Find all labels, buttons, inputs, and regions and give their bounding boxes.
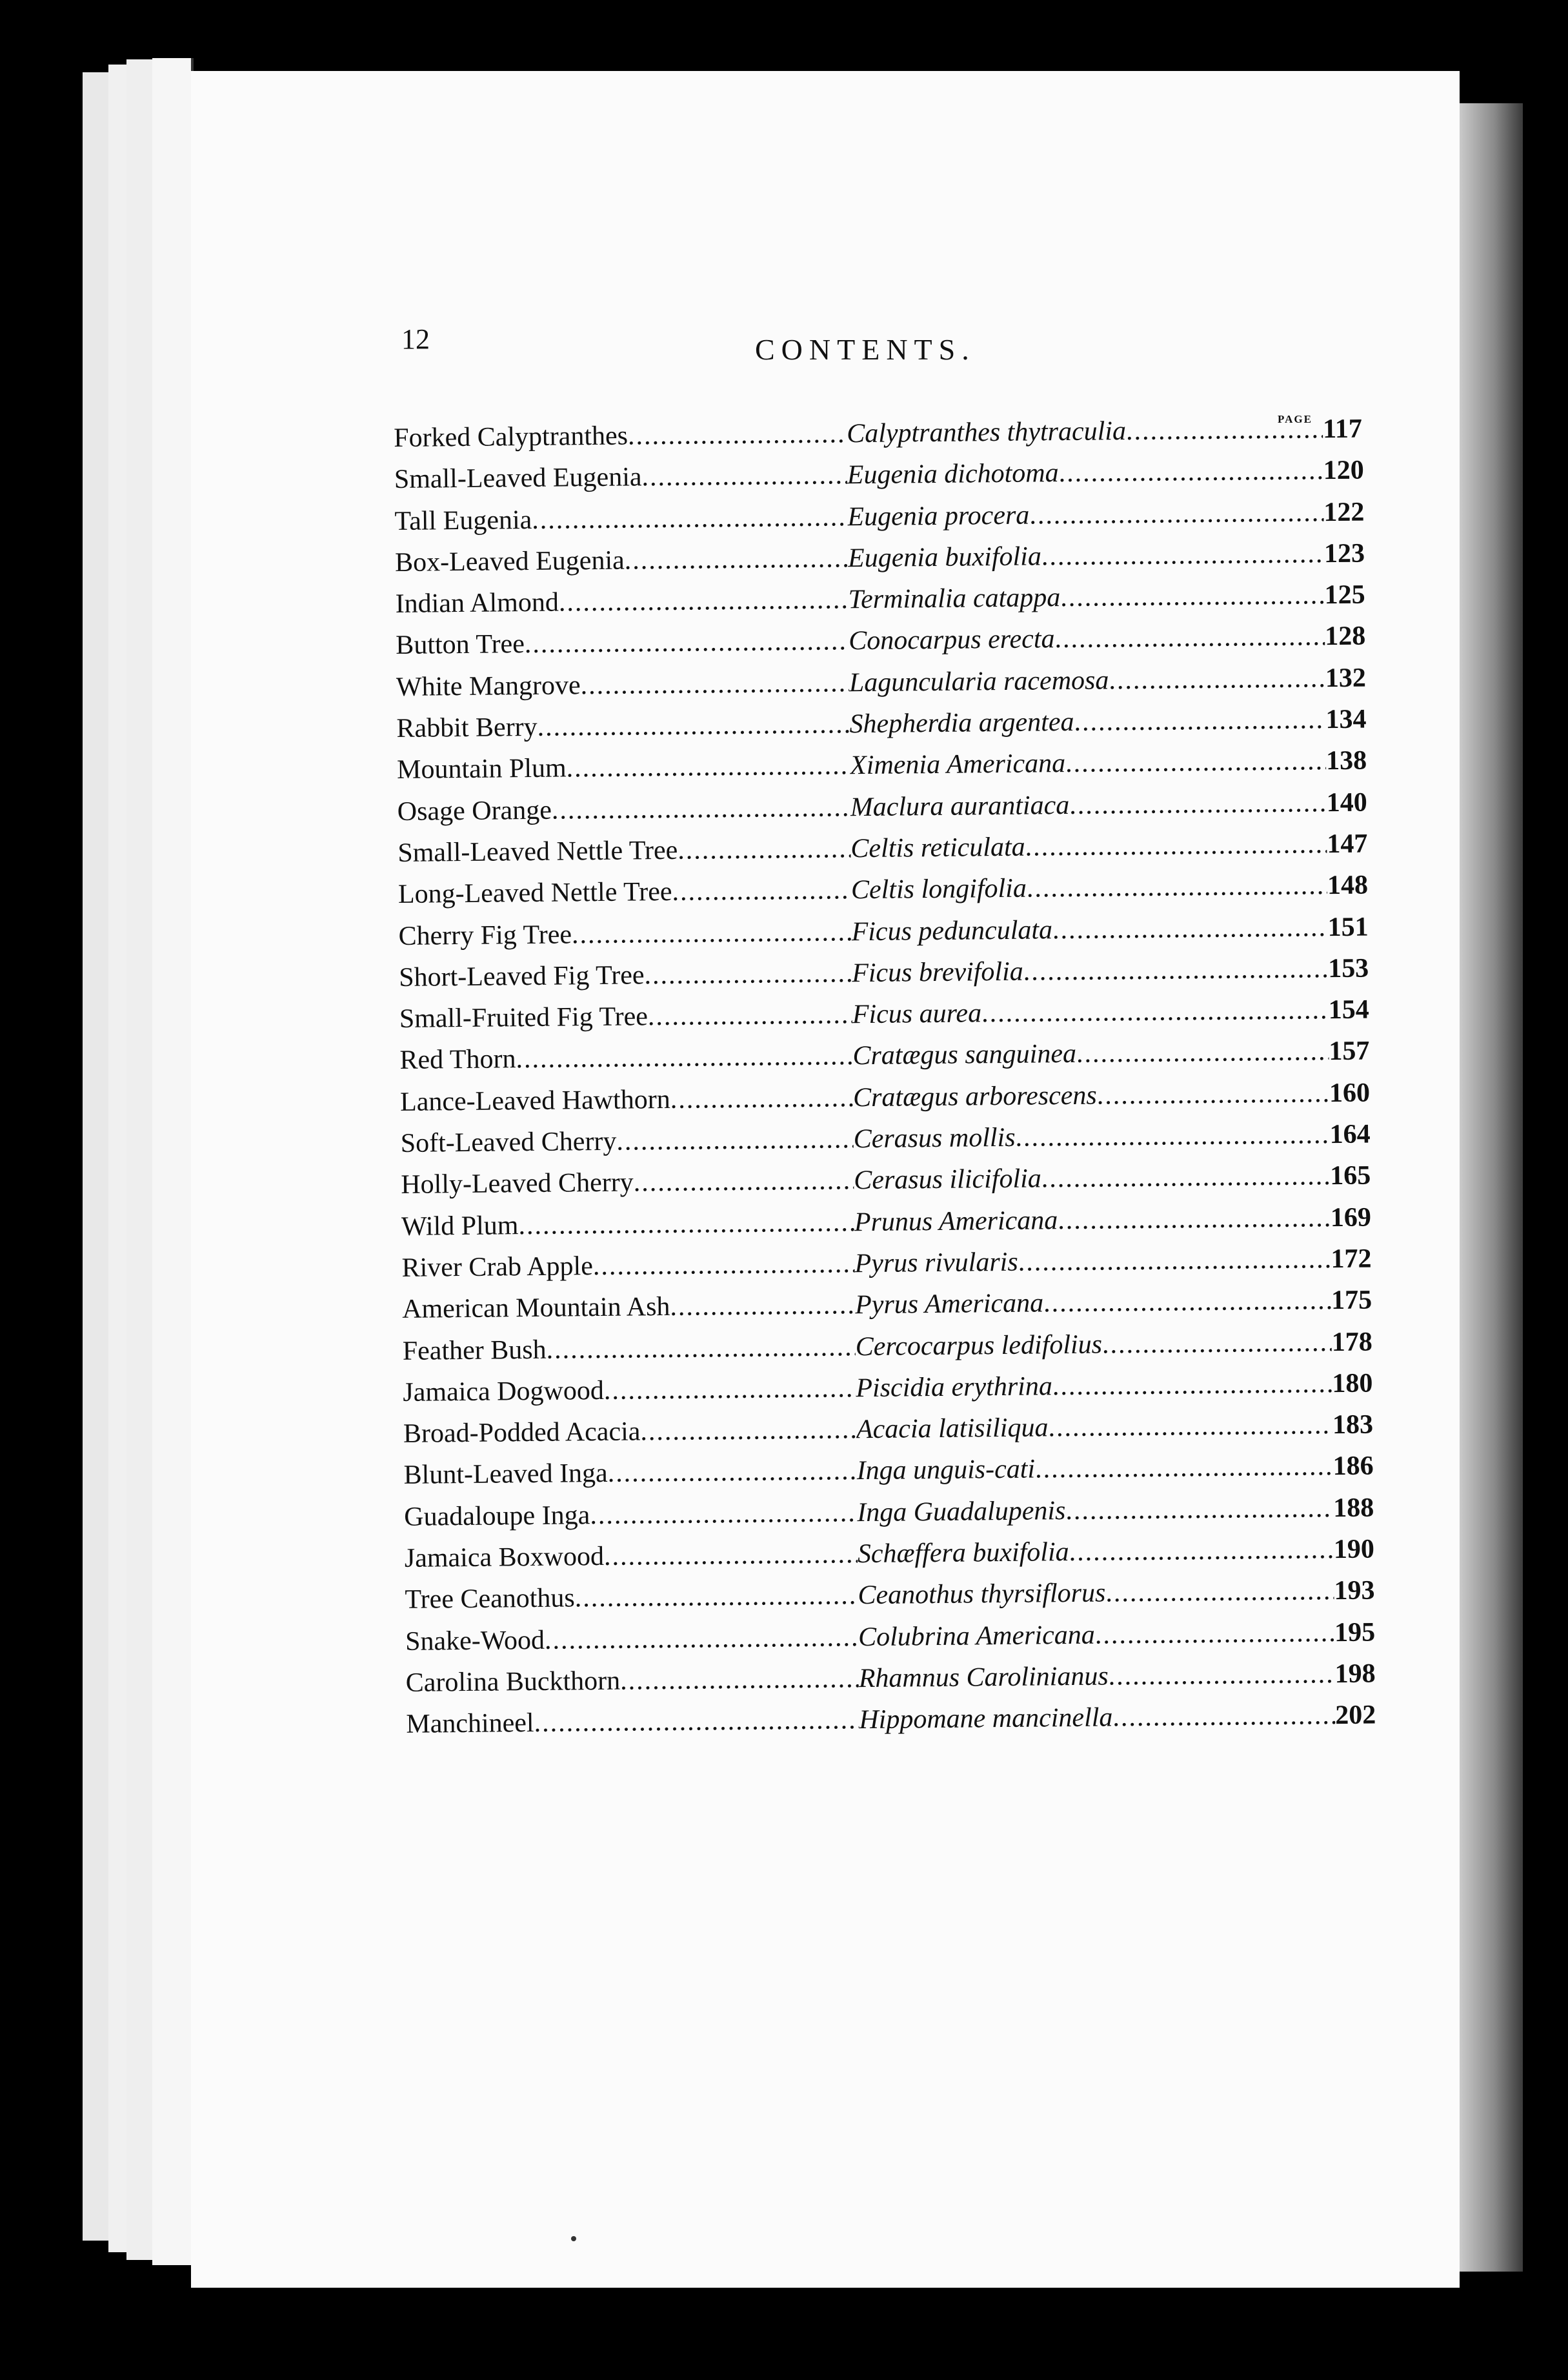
entry-common-column (401, 1207, 854, 1242)
entry-latin-name: Ficus brevifolia (852, 956, 1023, 989)
entry-common-column (403, 1456, 856, 1491)
entry-latin-column (858, 1659, 1334, 1694)
entry-common-name: Small-Leaved Nettle Tree (397, 835, 678, 868)
entry-common-column (399, 999, 852, 1034)
dot-leader (1023, 953, 1329, 987)
entry-latin-name: Calyptranthes thytraculia (846, 416, 1127, 449)
page-edge (83, 72, 110, 2241)
entry-latin-column (854, 1202, 1331, 1238)
entry-latin-name: Acacia latisiliqua (856, 1413, 1049, 1445)
entry-common-name: Small-Fruited Fig Tree (399, 1002, 648, 1034)
speck (571, 2236, 576, 2241)
entry-common-column (394, 501, 847, 537)
entry-latin-name: Colubrina Americana (858, 1620, 1096, 1652)
dot-leader (981, 994, 1329, 1029)
contents-entry (406, 1700, 1376, 1750)
dot-leader (518, 1207, 854, 1241)
entry-common-column (395, 584, 848, 620)
entry-latin-name: Celtis reticulata (850, 832, 1025, 864)
dot-leader (1096, 1078, 1329, 1111)
entry-latin-name: Laguncularia racemosa (849, 665, 1109, 698)
dot-leader (672, 874, 851, 907)
dot-leader (604, 1373, 856, 1406)
dot-leader (1018, 1244, 1331, 1278)
dot-leader (678, 833, 851, 866)
entry-page-number: 147 (1327, 829, 1368, 860)
entry-latin-column (848, 580, 1324, 615)
entry-page-number: 169 (1330, 1202, 1372, 1233)
entry-latin-name: Shepherdia argentea (849, 707, 1074, 740)
dot-leader (1076, 1036, 1329, 1070)
entry-common-name: Cherry Fig Tree (398, 919, 572, 951)
dot-leader (628, 418, 847, 451)
entry-latin-name: Ficus pedunculata (851, 914, 1053, 947)
entry-page-number: 148 (1327, 870, 1369, 901)
entry-page-number: 157 (1329, 1036, 1370, 1067)
dot-leader (640, 1414, 856, 1447)
entry-common-name: Broad-Podded Acacia (403, 1417, 641, 1449)
entry-latin-name: Celtis longifolia (850, 873, 1027, 905)
entry-common-column (396, 709, 849, 744)
entry-latin-name: Eugenia procera (847, 500, 1030, 532)
dot-leader (572, 916, 852, 950)
entry-latin-name: Schæffera buxifolia (857, 1537, 1069, 1569)
dot-leader (607, 1456, 856, 1489)
entry-common-name: Tall Eugenia (394, 505, 532, 536)
entry-page-number: 160 (1329, 1078, 1371, 1108)
entry-latin-column (859, 1700, 1335, 1735)
entry-page-number: 198 (1334, 1659, 1376, 1689)
dot-leader (670, 1289, 855, 1322)
entry-latin-column (858, 1617, 1334, 1653)
dot-leader (537, 709, 849, 743)
entry-common-column (403, 1373, 856, 1408)
entry-page-number: 165 (1330, 1160, 1371, 1191)
entry-latin-column (849, 663, 1325, 698)
entry-page-number: 195 (1334, 1617, 1376, 1648)
dot-leader (575, 1580, 858, 1613)
entry-common-name: Carolina Buckthorn (405, 1666, 621, 1698)
entry-latin-column (857, 1493, 1333, 1528)
entry-common-column (396, 667, 849, 703)
dot-leader (1074, 704, 1325, 738)
entry-common-name: Tree Ceanothus (405, 1583, 575, 1615)
entry-page-number: 172 (1331, 1244, 1372, 1275)
entry-latin-name: Maclura aurantiaca (850, 790, 1070, 822)
entry-common-column (401, 1165, 854, 1201)
dot-leader (1105, 1575, 1334, 1608)
entry-latin-column (856, 1409, 1332, 1445)
page-edge (108, 65, 128, 2252)
entry-latin-column (848, 538, 1324, 574)
entry-latin-column (852, 953, 1328, 989)
dot-leader (1025, 829, 1327, 862)
entry-latin-name: Pyrus Americana (854, 1288, 1044, 1320)
entry-latin-name: Conocarpus erecta (849, 624, 1055, 656)
entry-latin-name: Ximenia Americana (849, 749, 1066, 781)
dot-leader (1052, 912, 1328, 945)
entry-latin-name: Prunus Americana (854, 1205, 1058, 1237)
contents-list (394, 414, 1376, 1750)
page-title: CONTENTS. (755, 333, 976, 366)
entry-common-name: Long-Leaved Nettle Tree (397, 877, 672, 910)
entry-latin-column (851, 912, 1327, 947)
entry-latin-column (858, 1575, 1334, 1611)
entry-common-column (406, 1704, 859, 1740)
dot-leader (1035, 1451, 1333, 1485)
dot-leader (516, 1041, 852, 1075)
entry-common-column (403, 1331, 856, 1367)
entry-common-name: Indian Almond (395, 587, 559, 620)
dot-leader (532, 501, 848, 536)
entry-page-number: 183 (1332, 1409, 1374, 1440)
dot-leader (1058, 1202, 1331, 1236)
entry-page-number: 120 (1323, 455, 1364, 486)
entry-page-number: 186 (1332, 1451, 1374, 1482)
entry-common-name: Short-Leaved Fig Tree (399, 960, 645, 993)
entry-page-number: 175 (1331, 1285, 1372, 1316)
entry-latin-column (854, 1160, 1330, 1196)
entry-page-number: 134 (1325, 704, 1367, 735)
entry-latin-column (849, 621, 1325, 657)
entry-latin-column (858, 1534, 1334, 1569)
entry-common-column (400, 1124, 853, 1159)
page-number: 12 (401, 323, 430, 355)
entry-latin-column (850, 746, 1326, 782)
entry-common-column (405, 1580, 858, 1615)
entry-latin-column (852, 1036, 1329, 1072)
entry-page-number: 123 (1323, 538, 1365, 569)
entry-latin-name: Hippomane mancinella (859, 1702, 1113, 1735)
entry-common-name: Jamaica Boxwood (404, 1541, 605, 1573)
dot-leader (552, 792, 850, 825)
entry-page-number: 132 (1325, 663, 1367, 693)
dot-leader (641, 460, 847, 493)
entry-latin-column (847, 455, 1323, 490)
entry-latin-column (850, 829, 1327, 864)
entry-common-name: Forked Calyptranthes (394, 421, 628, 453)
entry-latin-name: Ficus aurea (852, 998, 982, 1030)
page-column-label: PAGE (1278, 413, 1312, 425)
entry-page-number: 193 (1334, 1575, 1375, 1606)
entry-latin-column (852, 994, 1329, 1030)
entry-latin-name: Cratægus sanguinea (852, 1039, 1077, 1071)
entry-latin-column (856, 1327, 1332, 1362)
entry-common-column (396, 626, 849, 661)
entry-latin-column (850, 787, 1327, 823)
entry-common-name: Lance-Leaved Hawthorn (399, 1084, 670, 1117)
dot-leader (1054, 621, 1325, 655)
entry-latin-name: Cratægus arborescens (852, 1080, 1097, 1113)
dot-leader (625, 543, 849, 576)
dot-leader (633, 1165, 854, 1198)
entry-common-column (398, 874, 851, 910)
entry-common-column (397, 751, 850, 786)
entry-common-name: Snake-Wood (405, 1625, 545, 1657)
entry-common-column (406, 1663, 859, 1699)
entry-page-number: 188 (1332, 1493, 1374, 1523)
entry-common-name: Guadaloupe Inga (404, 1500, 590, 1532)
dot-leader (1065, 746, 1326, 780)
entry-latin-column (851, 870, 1327, 905)
dot-leader (593, 1248, 855, 1282)
entry-common-name: Red Thorn (399, 1044, 516, 1076)
entry-latin-column (847, 497, 1323, 532)
entry-latin-column (856, 1368, 1332, 1404)
entry-page-number: 164 (1329, 1119, 1371, 1150)
dot-leader (559, 584, 849, 618)
dot-leader (1112, 1700, 1335, 1733)
page-edge (126, 59, 154, 2260)
dot-leader (1060, 580, 1325, 613)
entry-common-column (398, 916, 851, 952)
entry-common-column (399, 1041, 852, 1076)
entry-latin-name: Rhamnus Carolinianus (858, 1661, 1109, 1694)
entry-page-number: 140 (1326, 787, 1367, 818)
dot-leader (1102, 1327, 1332, 1360)
entry-common-name: Small-Leaved Eugenia (394, 462, 642, 495)
dot-leader (545, 1622, 859, 1656)
entry-common-name: River Crab Apple (401, 1251, 594, 1283)
entry-common-name: Mountain Plum (396, 753, 567, 785)
entry-page-number: 180 (1332, 1368, 1373, 1398)
dot-leader (1048, 1409, 1332, 1443)
entry-page-number: 128 (1325, 621, 1366, 652)
dot-leader (546, 1331, 856, 1366)
entry-latin-name: Piscidia erythrina (856, 1371, 1053, 1404)
dot-leader (534, 1704, 859, 1739)
entry-common-column (395, 543, 848, 578)
dot-leader (1041, 538, 1325, 572)
dot-leader (1069, 787, 1327, 821)
entry-common-column (402, 1289, 855, 1325)
dot-leader (1065, 1493, 1333, 1526)
entry-page-number: 190 (1333, 1534, 1375, 1565)
dot-leader (566, 751, 850, 784)
entry-common-column (400, 1082, 853, 1118)
entry-latin-name: Inga Guadalupenis (857, 1495, 1066, 1528)
dot-leader (1043, 1285, 1331, 1318)
binding-shadow (1452, 103, 1523, 2272)
entry-page-number: 117 (1322, 414, 1363, 445)
dot-leader (1027, 870, 1328, 903)
entry-latin-column (853, 1119, 1329, 1155)
entry-common-column (405, 1622, 858, 1657)
entry-common-name: Soft-Leaved Cherry (400, 1126, 617, 1158)
entry-page-number: 151 (1327, 912, 1369, 942)
entry-latin-name: Eugenia buxifolia (847, 541, 1042, 574)
dot-leader (1041, 1160, 1331, 1194)
entry-common-column (397, 792, 850, 827)
entry-latin-column (847, 414, 1323, 449)
entry-common-name: Wild Plum (401, 1210, 519, 1242)
entry-common-name: Blunt-Leaved Inga (403, 1458, 608, 1491)
entry-page-number: 154 (1328, 994, 1370, 1025)
entry-common-name: White Mangrove (396, 671, 581, 702)
dot-leader (1015, 1119, 1330, 1153)
entry-latin-name: Terminalia catappa (848, 583, 1061, 615)
entry-common-name: Feather Bush (402, 1335, 547, 1366)
entry-common-column (397, 833, 850, 869)
entry-common-name: Manchineel (406, 1708, 534, 1740)
entry-latin-name: Cerasus ilicifolia (854, 1164, 1042, 1196)
dot-leader (620, 1663, 859, 1697)
entry-common-column (399, 958, 852, 993)
entry-latin-column (855, 1285, 1331, 1320)
dot-leader (580, 667, 849, 701)
entry-latin-column (854, 1244, 1331, 1279)
entry-page-number: 122 (1323, 497, 1365, 527)
entry-latin-column (849, 704, 1325, 740)
entry-common-column (394, 418, 847, 454)
entry-latin-name: Eugenia dichotoma (847, 458, 1059, 490)
dot-leader (670, 1082, 853, 1115)
dot-leader (1069, 1534, 1334, 1568)
entry-latin-name: Inga unguis-cati (856, 1454, 1036, 1486)
entry-page-number: 138 (1325, 745, 1367, 776)
entry-common-column (404, 1497, 857, 1533)
entry-common-column (403, 1414, 856, 1449)
entry-common-name: Jamaica Dogwood (403, 1375, 605, 1407)
entry-latin-name: Pyrus rivularis (854, 1247, 1018, 1279)
dot-leader (1108, 1659, 1334, 1691)
entry-page-number: 153 (1327, 953, 1369, 983)
dot-leader (616, 1124, 854, 1157)
dot-leader (604, 1538, 858, 1572)
entry-common-name: Rabbit Berry (396, 712, 538, 744)
page-edge (152, 58, 194, 2265)
dot-leader (1126, 414, 1323, 447)
dot-leader (1029, 497, 1324, 530)
dot-leader (1052, 1368, 1332, 1402)
entry-common-name: Holly-Leaved Cherry (401, 1167, 634, 1200)
dot-leader (590, 1497, 857, 1531)
entry-common-name: Button Tree (396, 629, 525, 661)
entry-latin-column (856, 1451, 1332, 1487)
entry-common-column (394, 460, 847, 496)
entry-latin-name: Cercocarpus ledifolius (855, 1329, 1103, 1362)
entry-common-column (401, 1248, 854, 1284)
dot-leader (1095, 1617, 1335, 1651)
entry-latin-column (853, 1078, 1329, 1113)
entry-common-column (405, 1538, 858, 1574)
entry-common-name: Box-Leaved Eugenia (394, 545, 625, 578)
entry-page-number: 202 (1335, 1700, 1376, 1731)
entry-page-number: 125 (1324, 580, 1365, 610)
entry-latin-name: Cerasus mollis (853, 1122, 1016, 1155)
dot-leader (644, 958, 852, 991)
dot-leader (1109, 663, 1325, 696)
entry-common-name: Osage Orange (397, 795, 552, 827)
entry-latin-name: Ceanothus thyrsiflorus (858, 1578, 1106, 1611)
dot-leader (525, 626, 849, 660)
entry-common-name: American Mountain Ash (401, 1292, 670, 1325)
dot-leader (1058, 455, 1323, 489)
dot-leader (648, 999, 852, 1032)
entry-page-number: 178 (1331, 1327, 1372, 1357)
